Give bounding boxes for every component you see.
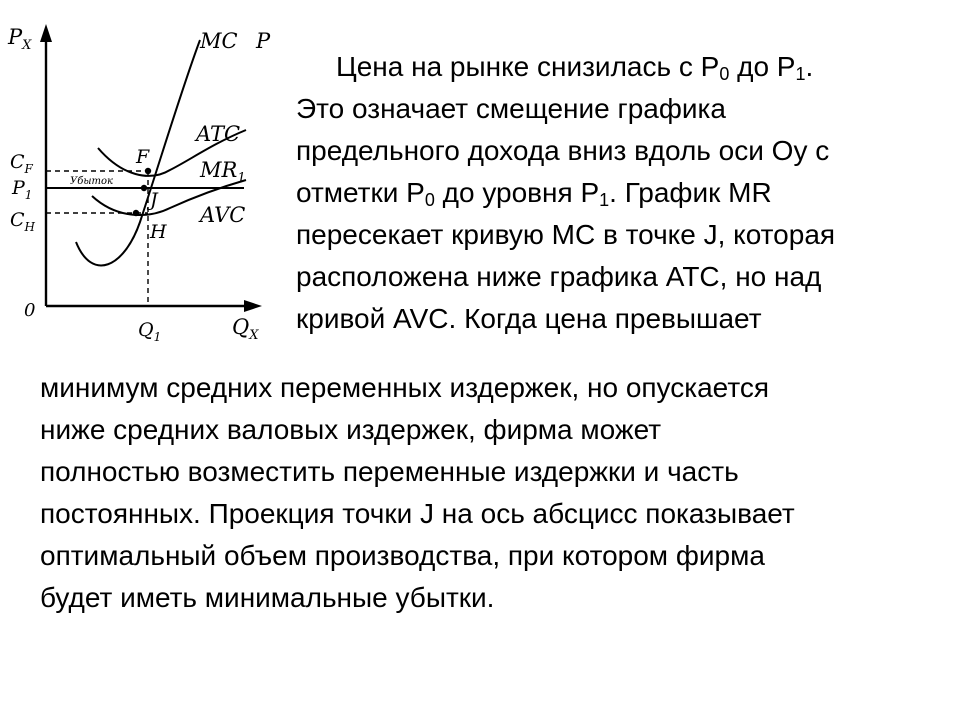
- text-line-9: ниже средних валовых издержек, фирма может: [40, 414, 662, 445]
- label-avc: AVC: [200, 203, 246, 227]
- label-f: F: [136, 146, 150, 168]
- text-line-12: оптимальный объем производства, при котором фирма: [40, 540, 765, 571]
- label-mc: MC: [200, 29, 238, 53]
- label-p-cut: P: [256, 29, 271, 53]
- text-line-10: полностью возместить переменные издержки и часть: [40, 456, 739, 487]
- point-j: [141, 185, 147, 191]
- text-line-4: отметки $Р_0$ до уровня $Р_1$. График MR: [296, 177, 772, 210]
- tick-cf: $C_F$: [10, 151, 33, 176]
- text-line-3: предельного дохода вниз вдоль оси Оу с: [296, 135, 830, 166]
- text-line-8: минимум средних переменных издержек, но опускается: [40, 372, 769, 403]
- label-h: H: [150, 221, 167, 243]
- label-atc: ATC: [196, 122, 241, 146]
- y-axis-label: $P_X$: [8, 25, 32, 53]
- tick-p1: $P_1$: [12, 177, 33, 202]
- origin-label: 0: [24, 300, 36, 321]
- tick-q1: $Q_1$: [138, 319, 162, 344]
- text-line-1: Цена на рынке снизилась с $Р_0$ до $Р_1$.: [336, 51, 814, 84]
- text-line-7: кривой AVC. Когда цена превышает: [296, 303, 762, 334]
- text-line-11: постоянных. Проекция точки J на ось абсцисс показывает: [40, 498, 795, 529]
- text-line-2: Это означает смещение графика: [296, 93, 726, 124]
- y-axis-arrow: [40, 24, 52, 42]
- text-line-13: будет иметь минимальные убытки.: [40, 582, 495, 613]
- text-line-5: пересекает кривую MC в точке J, которая: [296, 219, 836, 250]
- point-f: [145, 168, 151, 174]
- point-h: [133, 210, 139, 216]
- text-line-6: расположена ниже графика ATC, но над: [296, 261, 822, 292]
- label-mr1: $MR_1$: [200, 158, 246, 186]
- x-axis-arrow: [244, 300, 262, 312]
- tick-ch: $C_H$: [10, 209, 36, 234]
- explanation-text-bottom: [40, 367, 795, 619]
- loss-label: Убыток: [70, 176, 113, 187]
- explanation-text-top: [296, 46, 835, 340]
- cost-curves-diagram: [0, 0, 300, 360]
- label-j: J: [150, 189, 158, 211]
- x-axis-label: $Q_X$: [232, 315, 259, 343]
